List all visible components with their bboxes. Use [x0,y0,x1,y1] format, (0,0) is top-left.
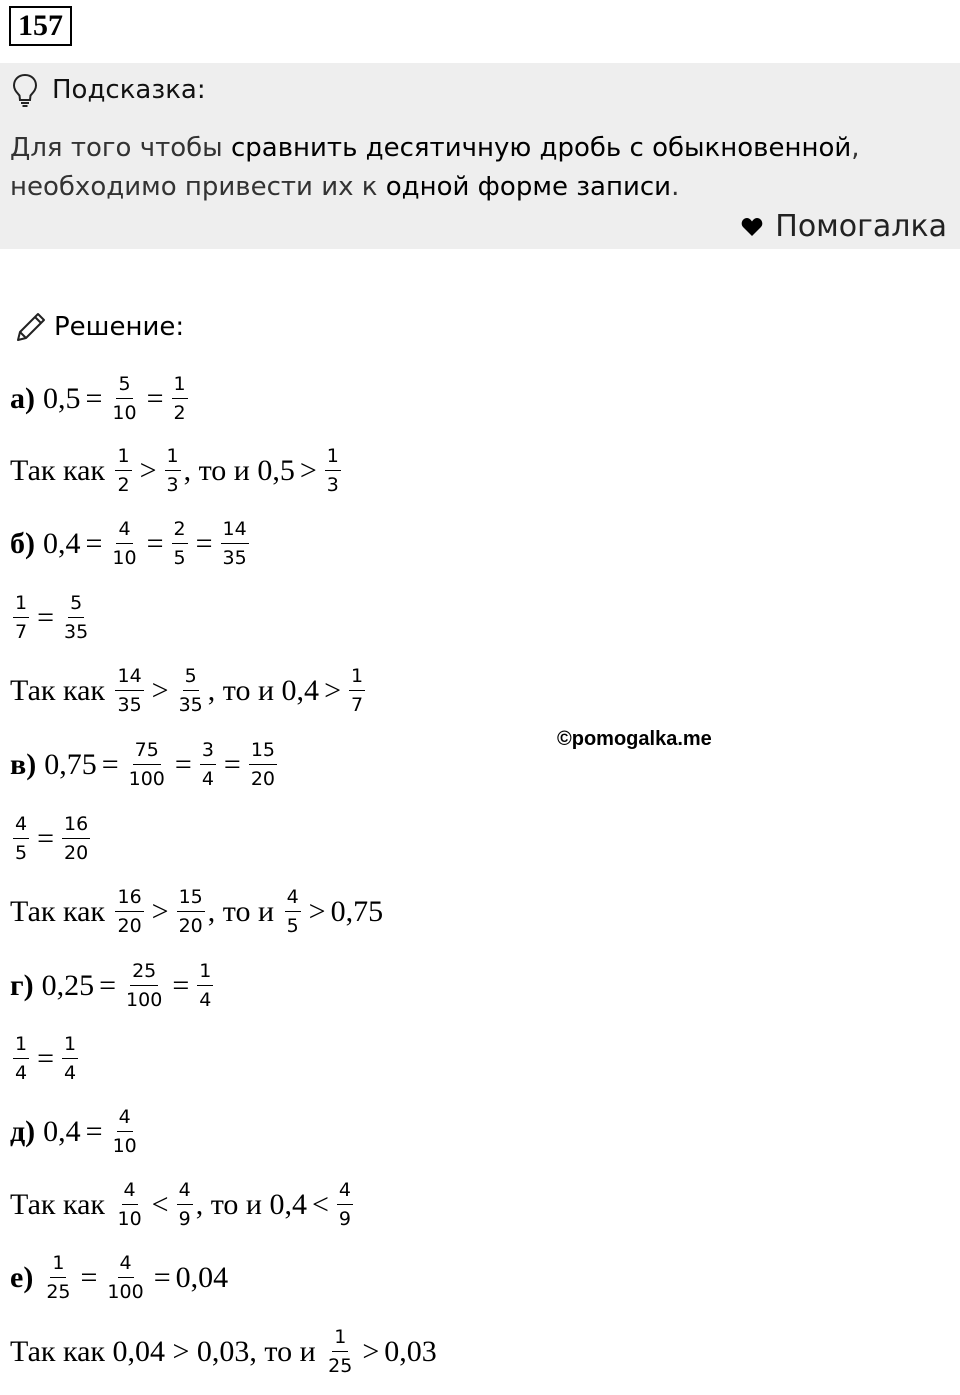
hint-title: Подсказка: [52,75,206,105]
fraction: $\frac{1}{4}$ [15,1033,28,1084]
line-f2: Так как 0,04 > 0,03, то и $\frac{1}{25}$ > 0,03 [10,1326,437,1377]
fraction: $\frac{25}{100}$ [126,960,163,1011]
fraction: $\frac{4}{10}$ [112,1106,137,1157]
hint-header [10,73,206,107]
line-a2: Так как $\frac{1}{2}$ > $\frac{1}{3}$ , то и 0,5 > $\frac{1}{3}$ [10,445,339,496]
line-b2: $\frac{1}{7}$ = $\frac{5}{35}$ [15,592,89,643]
fraction: $\frac{1}{3}$ [166,445,179,496]
pencil-icon [14,310,48,344]
brand [741,209,947,244]
fraction: $\frac{1}{7}$ [350,665,364,716]
line-f1: е) $\frac{1}{25}$ = $\frac{4}{100}$ = 0,04 [10,1252,229,1303]
line-b3: Так как $\frac{14}{35}$ > $\frac{5}{35}$ , то и 0,4 > $\frac{1}{7}$ [10,665,364,716]
line-e2: Так как $\frac{4}{10}$ < $\frac{4}{9}$ , то и 0,4 < $\frac{4}{9}$ [10,1179,351,1230]
fraction: $\frac{15}{20}$ [250,739,276,790]
line-c2: $\frac{4}{5}$ = $\frac{16}{20}$ [15,813,89,864]
fraction: $\frac{5}{10}$ [112,373,137,424]
fraction: $\frac{4}{10}$ [117,1179,142,1230]
solution-header [14,310,184,344]
line-c3: Так как $\frac{16}{20}$ > $\frac{15}{20}$ , то и $\frac{4}{5}$ > 0,75 [10,886,384,937]
line-a1: а) 0,5 = $\frac{5}{10}$ = $\frac{1}{2}$ [10,373,186,424]
fraction: $\frac{15}{20}$ [178,886,203,937]
fraction: $\frac{1}{25}$ [46,1252,71,1303]
fraction: $\frac{4}{5}$ [15,813,28,864]
fraction: $\frac{1}{2}$ [117,445,130,496]
heart-icon [741,217,763,237]
fraction: $\frac{1}{3}$ [326,445,339,496]
fraction: $\frac{4}{9}$ [338,1179,351,1230]
fraction: $\frac{1}{4}$ [199,960,212,1011]
fraction: $\frac{5}{35}$ [178,665,203,716]
lightbulb-icon [10,73,40,107]
fraction: $\frac{14}{35}$ [222,518,247,569]
fraction: $\frac{14}{35}$ [117,665,142,716]
line-e1: д) 0,4 = $\frac{4}{10}$ [10,1106,137,1157]
fraction: $\frac{1}{4}$ [64,1033,77,1084]
solution-title: Решение: [54,312,185,342]
fraction: $\frac{4}{5}$ [286,886,299,937]
fraction: $\frac{75}{100}$ [128,739,165,790]
hint-box [0,63,960,249]
fraction: $\frac{1}{25}$ [328,1326,353,1377]
fraction: $\frac{2}{5}$ [173,518,186,569]
line-b1: б) 0,4 = $\frac{4}{10}$ = $\frac{2}{5}$ = $\frac{14}{35}$ [10,518,247,569]
fraction: $\frac{1}{7}$ [15,592,28,643]
watermark: ©pomogalka.me [557,728,712,750]
problem-number: 157 [9,6,72,46]
brand-label: Помогалка [775,209,947,244]
fraction: $\frac{4}{9}$ [178,1179,191,1230]
fraction: $\frac{3}{4}$ [201,739,214,790]
line-d2: $\frac{1}{4}$ = $\frac{1}{4}$ [15,1033,77,1084]
fraction: $\frac{5}{35}$ [64,592,89,643]
fraction: $\frac{16}{20}$ [117,886,142,937]
fraction: $\frac{4}{100}$ [107,1252,144,1303]
line-c1: в) 0,75 = $\frac{75}{100}$ = $\frac{3}{4}$ = $\frac{15}{20}$ [10,739,276,790]
fraction: $\frac{4}{10}$ [112,518,137,569]
line-d1: г) 0,25 = $\frac{25}{100}$ = $\frac{1}{4}$ [10,960,212,1011]
fraction: $\frac{16}{20}$ [64,813,89,864]
fraction: $\frac{1}{2}$ [173,373,186,424]
hint-text: Для того чтобы сравнить десятичную дробь с обыкновенной, необходимо привести их к одной форме записи. [10,133,860,202]
